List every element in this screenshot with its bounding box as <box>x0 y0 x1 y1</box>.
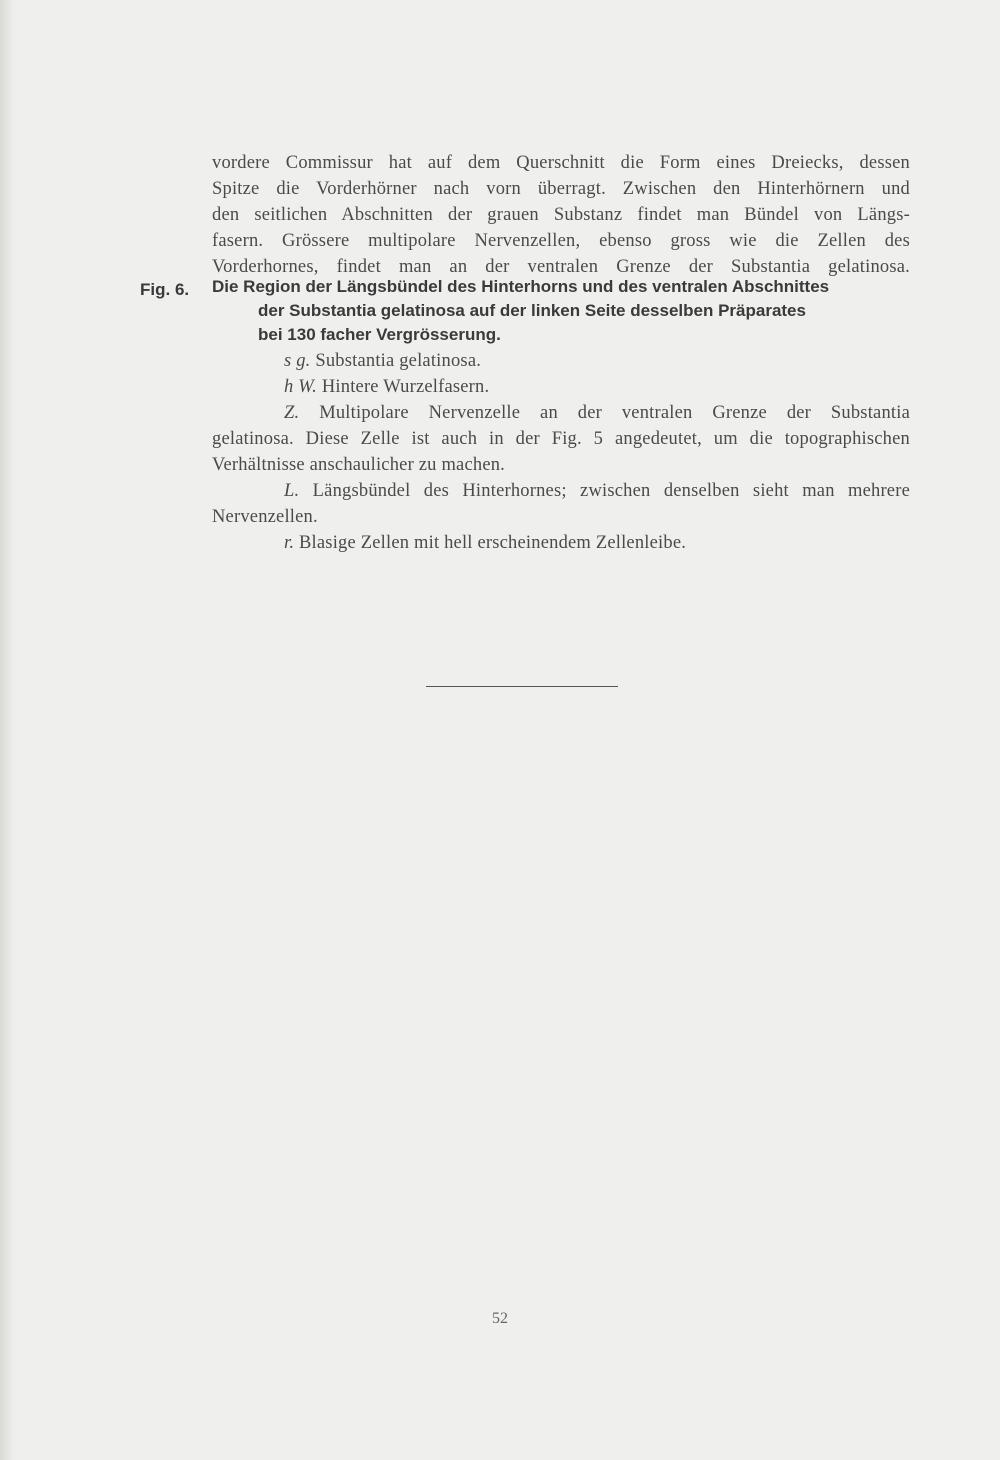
legend-text-continuation: gelatinosa. Diese Zelle ist auch in der Fig. 5 angedeutet, um die topographischen <box>212 429 910 449</box>
legend-item-sg <box>212 348 910 374</box>
legend-abbr: h W. <box>284 377 318 397</box>
legend-abbr: r. <box>284 533 295 553</box>
figure-legend <box>212 348 910 556</box>
legend-abbr: Z. <box>284 403 300 423</box>
legend-abbr: s g. <box>284 351 311 371</box>
section-divider <box>426 686 618 687</box>
page-spine-shadow <box>0 0 14 1460</box>
figure-label: Fig. 6. <box>140 280 190 299</box>
legend-text-continuation: Verhältnisse anschaulicher zu machen. <box>212 455 506 475</box>
legend-item-z <box>212 400 910 426</box>
body-line: Vorderhornes, findet man an der ventralen Grenze der Substantia gelatinosa. <box>212 257 910 277</box>
legend-text: Substantia gelatinosa. <box>315 351 482 371</box>
legend-text: Blasige Zellen mit hell erscheinendem Zellenleibe. <box>299 533 687 553</box>
body-line: Spitze die Vorderhörner nach vorn überragt. Zwischen den Hinterhörnern und <box>212 179 910 199</box>
page-number: 52 <box>492 1310 508 1327</box>
caption-line: der Substantia gelatinosa auf der linken Seite desselben Präparates <box>258 301 806 320</box>
legend-text: Hintere Wurzelfasern. <box>321 377 490 397</box>
legend-text-continuation: Nervenzellen. <box>212 507 318 527</box>
legend-item-hw <box>212 374 910 400</box>
legend-abbr: L. <box>284 481 300 501</box>
caption-line: Die Region der Längsbündel des Hinterhorns und des ventralen Abschnittes <box>212 277 830 296</box>
body-line: vordere Commissur hat auf dem Querschnitt die Form eines Dreiecks, dessen <box>212 153 910 173</box>
caption-line: bei 130 facher Vergrösserung. <box>258 325 501 344</box>
legend-text: Multipolare Nervenzelle an der ventralen Grenze der Substantia <box>319 403 910 423</box>
figure-caption <box>212 275 912 347</box>
legend-item-l <box>212 478 910 504</box>
body-line: fasern. Grössere multipolare Nervenzellen, ebenso gross wie die Zellen des <box>212 231 910 251</box>
body-line: den seitlichen Abschnitten der grauen Substanz findet man Bündel von Längs- <box>212 205 910 225</box>
body-paragraph <box>212 150 910 280</box>
legend-item-r <box>212 530 910 556</box>
legend-text: Längsbündel des Hinterhornes; zwischen denselben sieht man mehrere <box>312 481 910 501</box>
